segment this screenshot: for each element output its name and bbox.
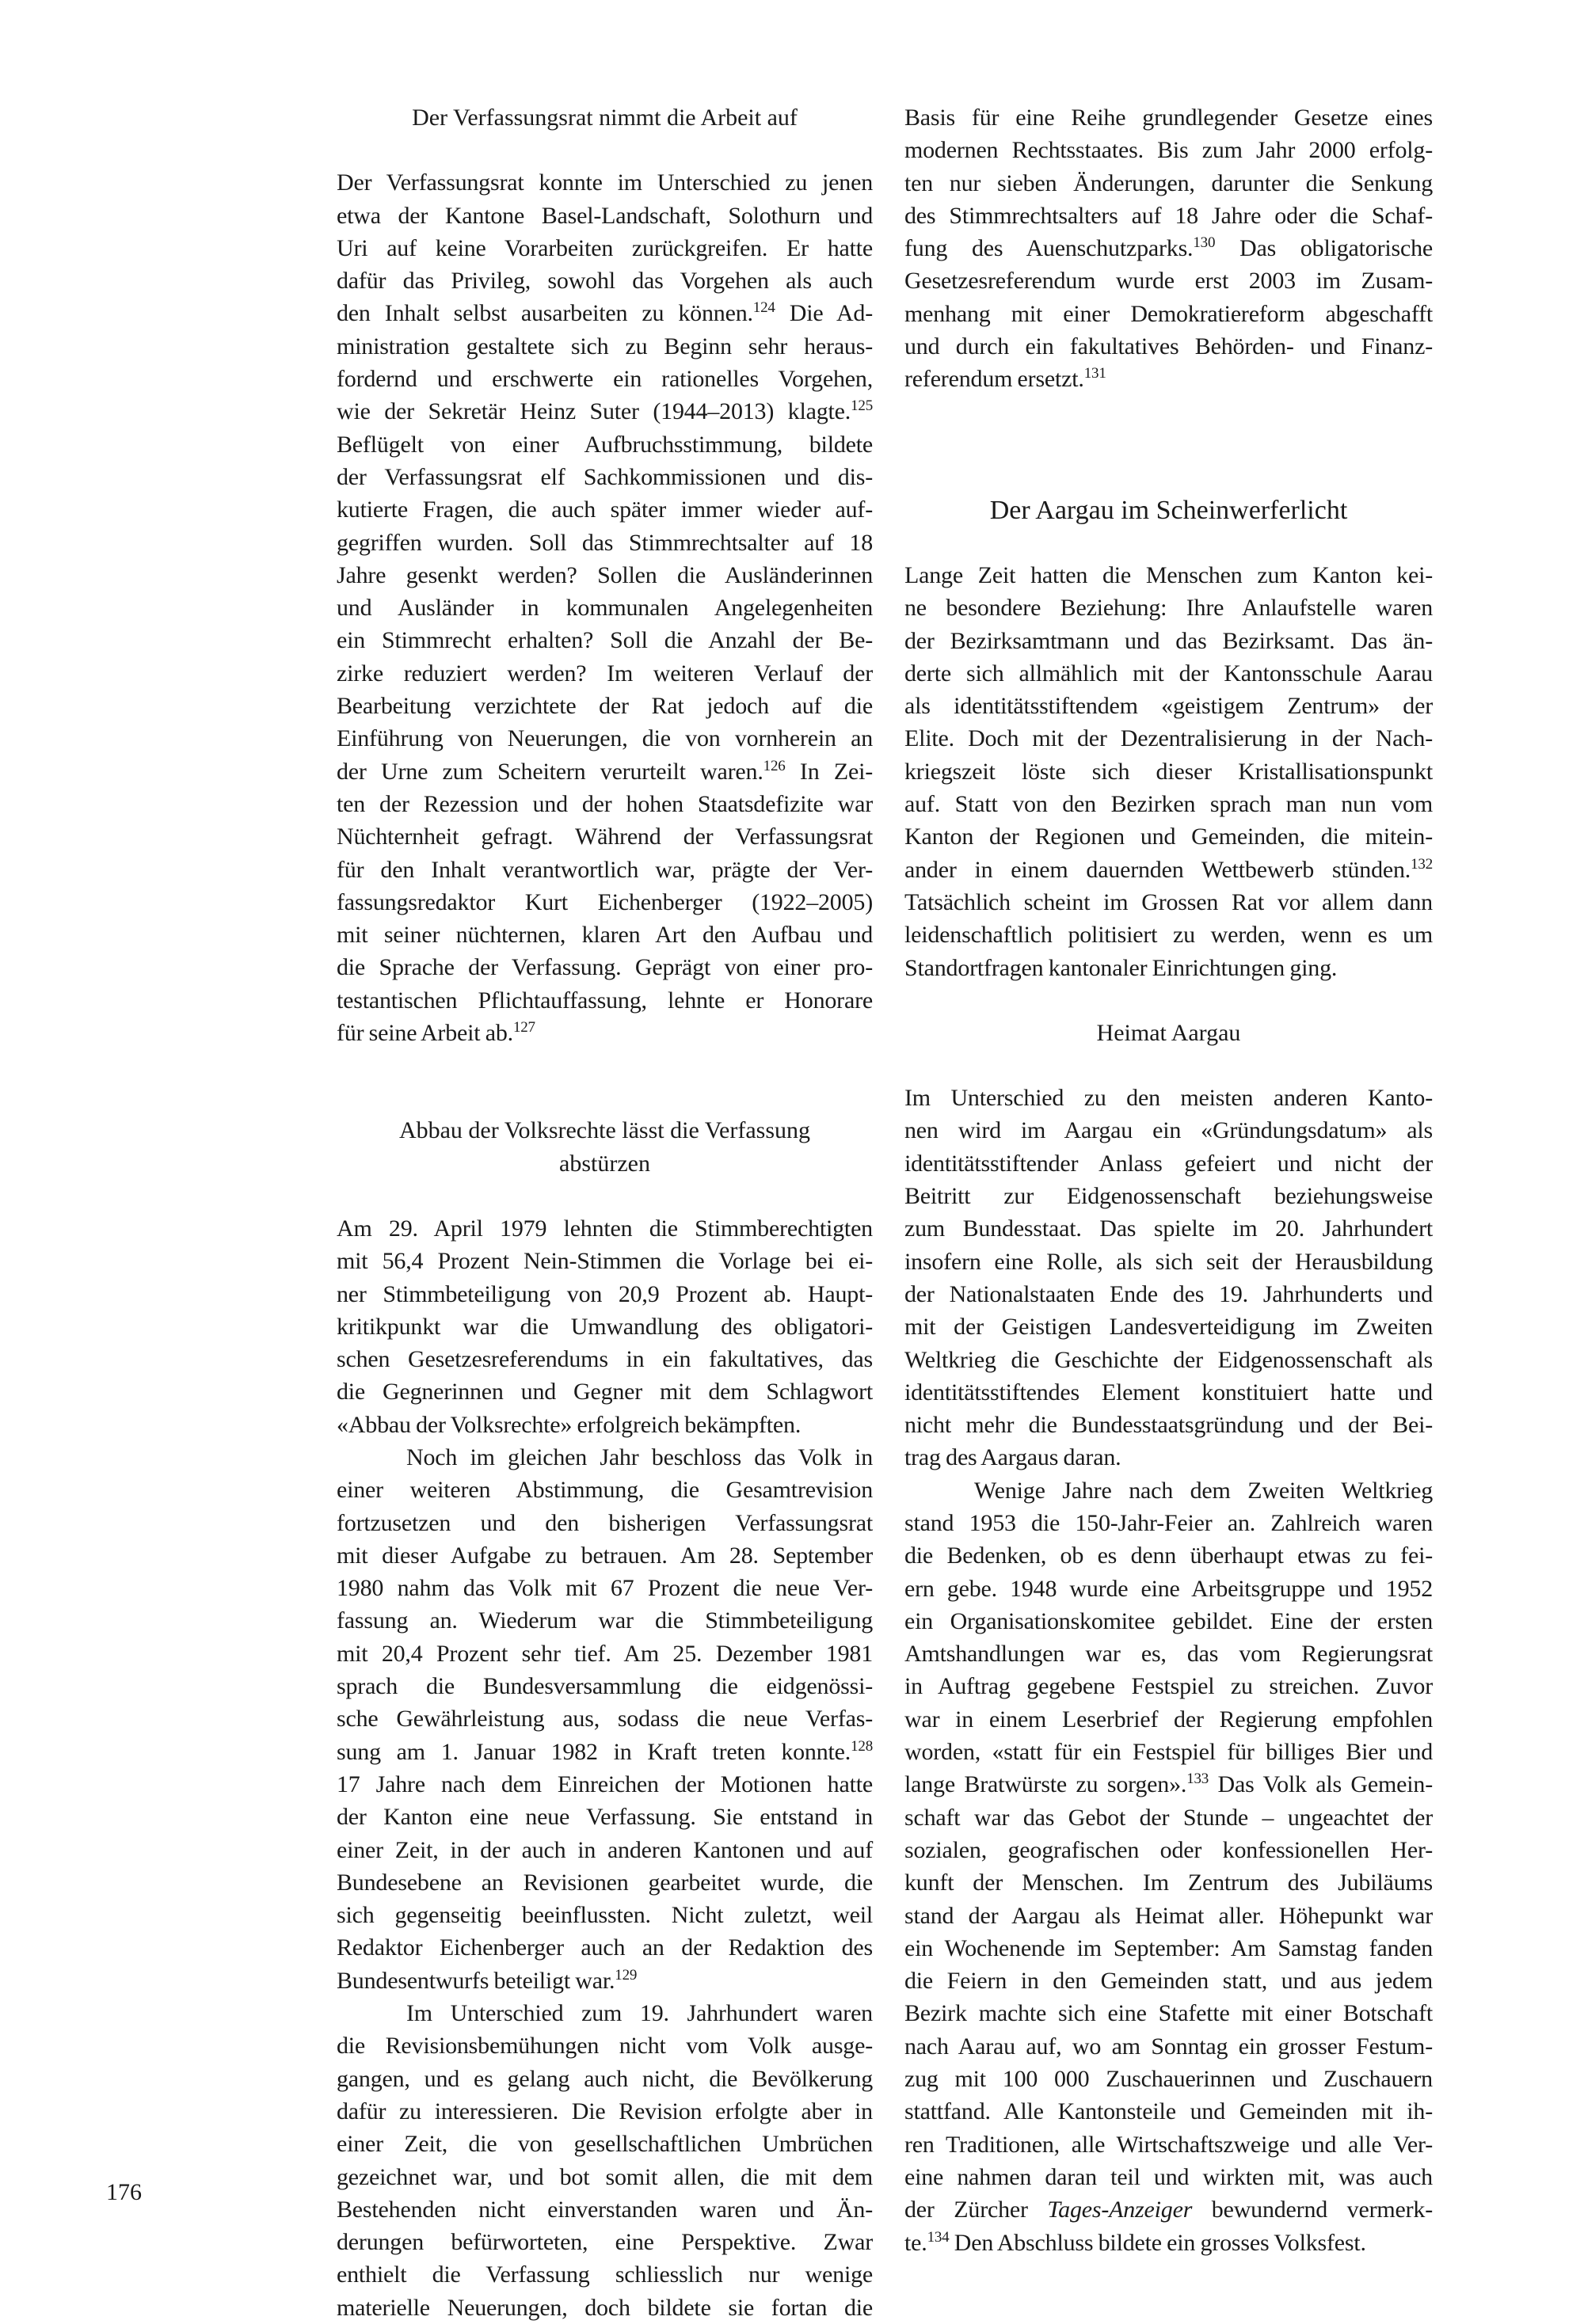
- text-line: der Zürcher Tages-Anzeiger bewundernd vermerk-: [904, 2197, 1433, 2223]
- paragraph: [337, 166, 873, 1049]
- footnote-reference: 132: [1411, 855, 1433, 873]
- text-line: stand 1953 die 150-Jahr-Feier an. Zahlreich waren: [904, 1509, 1433, 1536]
- paragraph: [904, 559, 1433, 984]
- footnote-reference: 127: [512, 1019, 535, 1036]
- text-line: und durch ein fakultatives Behörden- und Finanz-: [904, 333, 1433, 360]
- text-line: Im Unterschied zu den meisten anderen Kanto-: [904, 1085, 1433, 1112]
- text-line: ern gebe. 1948 wurde eine Arbeitsgruppe und 1952: [904, 1575, 1433, 1602]
- text-line: zum Bundesstaat. Das spielte im 20. Jahrhundert: [904, 1215, 1433, 1242]
- text-line: Bezirk machte sich eine Stafette mit einer Botschaft: [904, 2000, 1433, 2027]
- text-line: ein Organisationskomitee gebildet. Eine der ersten: [904, 1607, 1433, 1634]
- paragraph: [337, 1441, 873, 1997]
- text-line: die Gegnerinnen und Gegner mit dem Schlagwort: [337, 1379, 873, 1405]
- text-line: 1980 nahm das Volk mit 67 Prozent die neue Ver-: [337, 1575, 873, 1602]
- text-line: kunft der Menschen. Im Zentrum des Jubiläums: [904, 1869, 1433, 1896]
- footnote-reference: 134: [927, 2228, 950, 2246]
- text-line: Standortfragen kantonaler Einrichtungen ging.: [904, 954, 1338, 981]
- text-line: modernen Rechtsstaates. Bis zum Jahr 2000 erfolg-: [904, 137, 1433, 164]
- text-line: sche Gewährleistung aus, sodass die neue Verfas-: [337, 1706, 873, 1733]
- paragraph: [337, 1997, 873, 2324]
- text-line: derte sich allmählich mit der Kantonsschule Aarau: [904, 660, 1433, 687]
- text-line: Basis für eine Reihe grundlegender Gesetze eines: [904, 105, 1433, 131]
- text-line: Beitritt zur Eidgenossenschaft beziehungsweise: [904, 1183, 1433, 1210]
- text-line: war in einem Leserbrief der Regierung empfohlen: [904, 1706, 1433, 1733]
- text-line: eine nahmen daran teil und wirkten mit, was auch: [904, 2163, 1433, 2190]
- text-line: enthielt die Verfassung schliesslich nur wenige: [337, 2261, 873, 2288]
- text-line: Bundesebene an Revisionen gearbeitet wurde, die: [337, 1869, 873, 1896]
- text-line: trag des Aargaus daran.: [904, 1444, 1121, 1471]
- text-line: ministration gestaltete sich zu Beginn sehr heraus-: [337, 333, 873, 359]
- text-line: den Inhalt selbst ausarbeiten zu können.$^{124}$ Die Ad-: [337, 299, 873, 327]
- italic-title: Tages-Anzeiger: [1047, 2197, 1193, 2223]
- text-line: fassungsredaktor Kurt Eichenberger (1922–2005): [337, 888, 873, 915]
- text-line: identitätsstiftender Anlass gefeiert und nicht der: [904, 1150, 1433, 1177]
- text-line: die Revisionsbemühungen nicht vom Volk ausge-: [337, 2033, 873, 2060]
- text-line: Der Verfassungsrat konnte im Unterschied zu jenen: [337, 169, 873, 196]
- left-column: [337, 101, 873, 2324]
- text-line: der Kanton eine neue Verfassung. Sie entstand in: [337, 1804, 873, 1831]
- chapter-heading: Der Aargau im Scheinwerferlicht: [989, 495, 1348, 525]
- text-line: die Feiern in den Gemeinden statt, und aus jedem: [904, 1968, 1433, 1995]
- text-line: Nüchternheit gefragt. Während der Verfassungsrat: [337, 823, 873, 850]
- section-heading: Abbau der Volksrechte lässt die Verfassung: [398, 1117, 811, 1144]
- text-line: der Nationalstaaten Ende des 19. Jahrhunderts und: [904, 1280, 1433, 1307]
- text-line: worden, «statt für ein Festspiel für billiges Bier und: [904, 1739, 1433, 1766]
- footnote-reference: 133: [1186, 1771, 1209, 1788]
- text-line: lange Bratwürste zu sorgen».$^{133}$ Das Volk als Gemein-: [904, 1771, 1433, 1798]
- text-line: testantischen Pflichtauffassung, lehnte er Honorare: [337, 987, 873, 1014]
- text-line: ein Stimmrecht erhalten? Soll die Anzahl der Be-: [337, 627, 873, 654]
- text-line: materielle Neuerungen, doch bildete sie fortan die: [337, 2294, 873, 2321]
- text-line: zug mit 100 000 Zuschauerinnen und Zuschauern: [904, 2066, 1433, 2093]
- text-line: Bearbeitung verzichtete der Rat jedoch auf die: [337, 693, 873, 720]
- text-line: Uri auf keine Vorarbeiten zurückgreifen. Er hatte: [337, 234, 873, 261]
- text-line: sung am 1. Januar 1982 in Kraft treten konnte.$^{128}$: [337, 1737, 873, 1765]
- right-column: [904, 101, 1433, 2259]
- text-line: stand der Aargau als Heimat aller. Höhepunkt war: [904, 1902, 1433, 1929]
- text-line: der Urne zum Scheitern verurteilt waren.$^{126}$ In Zei-: [337, 757, 873, 785]
- paragraph: [904, 1474, 1433, 2259]
- text-line: ander in einem dauernden Wettbewerb stünden.$^{132}$: [904, 855, 1433, 883]
- text-line: für seine Arbeit ab.$^{127}$: [337, 1019, 535, 1047]
- text-line: fassung an. Wiederum war die Stimmbeteiligung: [337, 1607, 873, 1634]
- text-line: sprach die Bundesversammlung die eidgenössi-: [337, 1673, 873, 1700]
- text-line: Noch im gleichen Jahr beschloss das Volk in: [406, 1443, 873, 1470]
- section-heading-continued: abstürzen: [559, 1150, 650, 1177]
- text-line: mit seiner nüchternen, klaren Art den Aufbau und: [337, 922, 873, 949]
- text-line: Elite. Doch mit der Dezentralisierung in der Nach-: [904, 725, 1433, 752]
- paragraph: [337, 1212, 873, 1441]
- text-line: nicht mehr die Bundesstaatsgründung und der Bei-: [904, 1412, 1433, 1439]
- text-line: nach Aarau auf, wo am Sonntag ein grosser Festum-: [904, 2033, 1433, 2060]
- text-line: te.$^{134}$ Den Abschluss bildete ein grosses Volksfest.: [904, 2228, 1366, 2256]
- text-line: Lange Zeit hatten die Menschen zum Kanton kei-: [904, 561, 1433, 588]
- text-line: der Bezirksamtmann und das Bezirksamt. Das än-: [904, 627, 1433, 654]
- text-line: Bestehenden nicht einverstanden waren und Än-: [337, 2196, 873, 2223]
- text-line: Beflügelt von einer Aufbruchsstimmung, bildete: [337, 431, 873, 458]
- text-line: dafür das Privileg, sowohl das Vorgehen als auch: [337, 268, 873, 295]
- text-line: für den Inhalt verantwortlich war, prägte der Ver-: [337, 856, 873, 883]
- text-line: gezeichnet war, und bot somit allen, die mit dem: [337, 2163, 873, 2190]
- text-line: ner Stimmbeteiligung von 20,9 Prozent ab. Haupt-: [337, 1280, 873, 1307]
- text-line: in Auftrag gegebene Festspiel zu streichen. Zuvor: [904, 1673, 1433, 1700]
- text-line: einer Zeit, die von gesellschaftlichen Umbrüchen: [337, 2131, 873, 2158]
- text-line: nen wird im Aargau ein «Gründungsdatum» als: [904, 1117, 1433, 1144]
- footnote-reference: 124: [752, 299, 775, 317]
- text-line: fordernd und erschwerte ein rationelles Vorgehen,: [337, 366, 873, 393]
- text-line: sich gegenseitig beeinflussten. Nicht zuletzt, weil: [337, 1902, 873, 1929]
- text-line: derungen befürworteten, eine Perspektive. Zwar: [337, 2229, 873, 2256]
- footnote-reference: 131: [1083, 365, 1106, 382]
- text-line: etwa der Kantone Basel-Landschaft, Solothurn und: [337, 202, 873, 229]
- text-line: leidenschaftlich politisiert zu werden, wenn es um: [904, 922, 1433, 949]
- text-line: dafür zu interessieren. Die Revision erfolgte aber in: [337, 2098, 873, 2124]
- text-line: sozialen, geografischen oder konfessionellen Her-: [904, 1836, 1433, 1863]
- text-line: Kanton der Regionen und Gemeinden, die mitein-: [904, 823, 1433, 850]
- text-line: mit 56,4 Prozent Nein-Stimmen die Vorlage bei ei-: [337, 1248, 873, 1275]
- text-line: Amtshandlungen war es, das vom Regierungsrat: [904, 1641, 1433, 1668]
- text-line: Einführung von Neuerungen, die von vornherein an: [337, 725, 873, 752]
- text-line: insofern eine Rolle, als sich seit der Herausbildung: [904, 1248, 1433, 1275]
- text-line: der Verfassungsrat elf Sachkommissionen und dis-: [337, 463, 873, 490]
- text-line: ten der Rezession und der hohen Staatsdefizite war: [337, 790, 873, 817]
- text-line: Weltkrieg die Geschichte der Eidgenossenschaft als: [904, 1346, 1433, 1373]
- text-line: gegriffen wurden. Soll das Stimmrechtsalter auf 18: [337, 529, 873, 556]
- footnote-reference: 125: [851, 397, 873, 415]
- text-line: ren Traditionen, alle Wirtschaftszweige und alle Ver-: [904, 2131, 1433, 2158]
- text-line: Tatsächlich scheint im Grossen Rat vor allem dann: [904, 888, 1433, 915]
- text-line: ten nur sieben Änderungen, darunter die Senkung: [904, 169, 1433, 196]
- text-line: Redaktor Eichenberger auch an der Redaktion des: [337, 1934, 873, 1961]
- text-line: «Abbau der Volksrechte» erfolgreich bekämpften.: [337, 1411, 802, 1438]
- text-line: kritikpunkt war die Umwandlung des obligatori-: [337, 1313, 873, 1340]
- text-line: Jahre gesenkt werden? Sollen die Ausländerinnen: [337, 561, 873, 588]
- text-line: kutierte Fragen, die auch später immer wieder auf-: [337, 496, 873, 523]
- text-line: referendum ersetzt.$^{131}$: [904, 365, 1106, 393]
- text-line: auf. Statt von den Bezirken sprach man nun vom: [904, 791, 1433, 818]
- paragraph: [904, 1082, 1433, 1474]
- text-line: schen Gesetzesreferendums in ein fakultatives, das: [337, 1346, 873, 1373]
- text-line: stattfand. Alle Kantonsteile und Gemeinden mit ih-: [904, 2098, 1433, 2125]
- text-line: Am 29. April 1979 lehnten die Stimmberechtigten: [337, 1215, 873, 1242]
- footnote-reference: 126: [763, 757, 786, 774]
- text-line: fung des Auenschutzparks.$^{130}$ Das obligatorische: [904, 234, 1433, 262]
- text-line: mit 20,4 Prozent sehr tief. Am 25. Dezember 1981: [337, 1640, 873, 1667]
- text-line: fortzusetzen und den bisherigen Verfassungsrat: [337, 1509, 873, 1536]
- text-line: und Ausländer in kommunalen Angelegenheiten: [337, 595, 873, 622]
- page-number: 176: [106, 2179, 142, 2205]
- text-line: Im Unterschied zum 19. Jahrhundert waren: [406, 2000, 873, 2027]
- footnote-reference: 129: [615, 1966, 638, 1984]
- text-line: des Stimmrechtsalters auf 18 Jahre oder die Schaf-: [904, 202, 1433, 229]
- text-line: einer Zeit, in der auch in anderen Kantonen und auf: [337, 1836, 873, 1863]
- text-line: zirke reduziert werden? Im weiteren Verlauf der: [337, 660, 873, 687]
- text-line: wie der Sekretär Heinz Suter (1944–2013) klagte.$^{125}$: [337, 397, 873, 425]
- text-line: Wenige Jahre nach dem Zweiten Weltkrieg: [974, 1477, 1433, 1504]
- text-line: gangen, und es gelang auch nicht, die Bevölkerung: [337, 2065, 873, 2092]
- text-line: menhang mit einer Demokratiereform abgeschafft: [904, 300, 1433, 327]
- text-line: ne besondere Beziehung: Ihre Anlaufstelle waren: [904, 595, 1433, 622]
- text-line: mit der Geistigen Landesverteidigung im Zweiten: [904, 1314, 1433, 1341]
- text-line: 17 Jahre nach dem Einreichen der Motionen hatte: [337, 1771, 873, 1797]
- text-line: identitätsstiftendes Element konstituiert hatte und: [904, 1379, 1433, 1405]
- section-heading: Der Verfassungsrat nimmt die Arbeit auf: [412, 105, 798, 131]
- text-line: als identitätsstiftendem «geistigem Zentrum» der: [904, 693, 1433, 720]
- text-line: Gesetzesreferendum wurde erst 2003 im Zusam-: [904, 268, 1433, 295]
- text-line: Bundesentwurfs beteiligt war.$^{129}$: [337, 1966, 638, 1994]
- footnote-reference: 128: [851, 1737, 873, 1755]
- text-line: ein Wochenende im September: Am Samstag fanden: [904, 1934, 1433, 1961]
- text-line: schaft war das Gebot der Stunde – ungeachtet der: [904, 1804, 1433, 1831]
- text-line: kriegszeit löste sich dieser Kristallisationspunkt: [904, 758, 1433, 785]
- footnote-reference: 130: [1193, 234, 1216, 252]
- text-line: die Sprache der Verfassung. Geprägt von einer pro-: [337, 954, 873, 981]
- text-line: einer weiteren Abstimmung, die Gesamtrevision: [337, 1477, 873, 1504]
- text-line: mit dieser Aufgabe zu betrauen. Am 28. September: [337, 1542, 873, 1569]
- paragraph: [904, 101, 1433, 396]
- section-heading: Heimat Aargau: [1096, 1019, 1241, 1046]
- text-line: die Bedenken, ob es denn überhaupt etwas zu fei-: [904, 1542, 1433, 1569]
